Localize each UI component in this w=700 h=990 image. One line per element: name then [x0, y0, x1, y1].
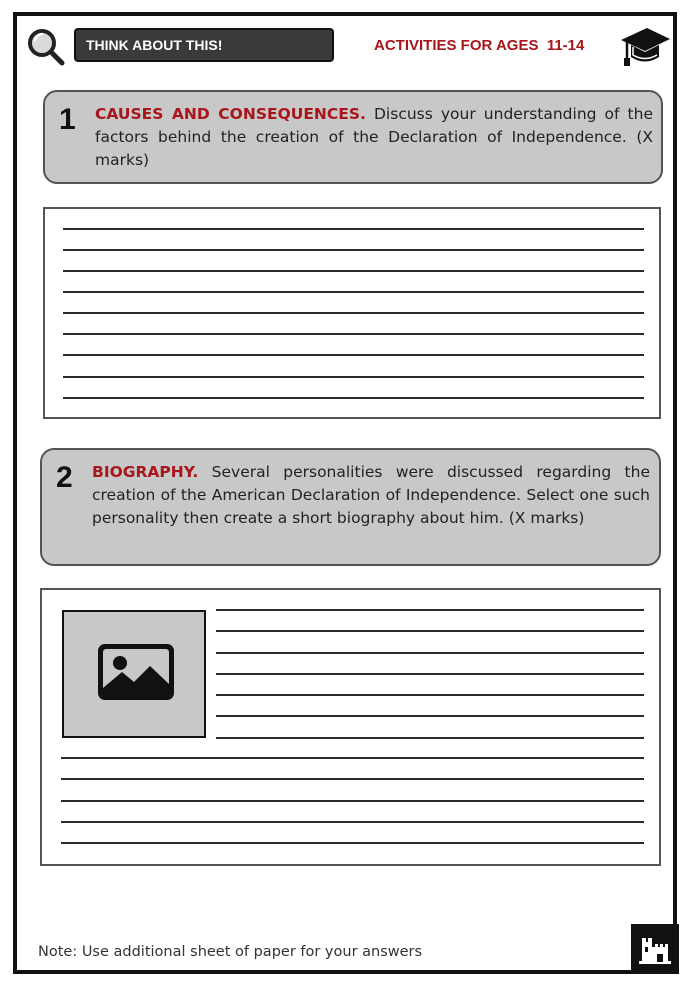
answer-line: [63, 333, 644, 335]
question-2-number: 2: [56, 461, 73, 494]
graduation-cap-icon: [619, 24, 671, 68]
answer-line: [63, 270, 644, 272]
question-2-text: [92, 461, 650, 530]
answer-line: [216, 630, 644, 632]
image-placeholder[interactable]: [62, 610, 206, 738]
answer-line: [63, 397, 644, 399]
answer-line: [216, 609, 644, 611]
question-2-title: BIOGRAPHY.: [92, 463, 199, 481]
answer-line: [216, 715, 644, 717]
answer-line: [63, 354, 644, 356]
answer-line: [216, 673, 644, 675]
answer-line: [63, 249, 644, 251]
question-1-number: 1: [59, 103, 76, 136]
question-1-text: [95, 103, 653, 172]
question-1-body: Discuss your understanding of the factors behind the creation of the Declaration of Independence. (X marks): [95, 105, 653, 169]
answer-line: [216, 737, 644, 739]
answer-line: [61, 821, 644, 823]
answer-line: [61, 778, 644, 780]
castle-icon: [631, 924, 679, 974]
answer-line: [61, 757, 644, 759]
answer-line: [63, 228, 644, 230]
answer-line: [216, 652, 644, 654]
answer-line: [61, 842, 644, 844]
ages-text: ACTIVITIES FOR AGES: [374, 37, 539, 54]
think-about-this-tab: THINK ABOUT THIS!: [74, 28, 334, 62]
ages-label: [374, 37, 584, 54]
answer-line: [63, 291, 644, 293]
magnifier-icon: [26, 27, 66, 67]
question-2-body: Several personalities were discussed regarding the creation of the American Declaration of Independence. Select one such personality then create a short biography about him. (X marks): [92, 463, 650, 527]
question-1-title: CAUSES AND CONSEQUENCES.: [95, 105, 366, 123]
footer-note: Note: Use additional sheet of paper for your answers: [38, 944, 423, 960]
castle-logo: [631, 924, 679, 974]
answer-line: [63, 376, 644, 378]
answer-line: [61, 800, 644, 802]
answer-line: [63, 312, 644, 314]
answer-line: [216, 694, 644, 696]
image-placeholder-icon: [98, 644, 174, 700]
ages-range: 11-14: [546, 37, 585, 54]
